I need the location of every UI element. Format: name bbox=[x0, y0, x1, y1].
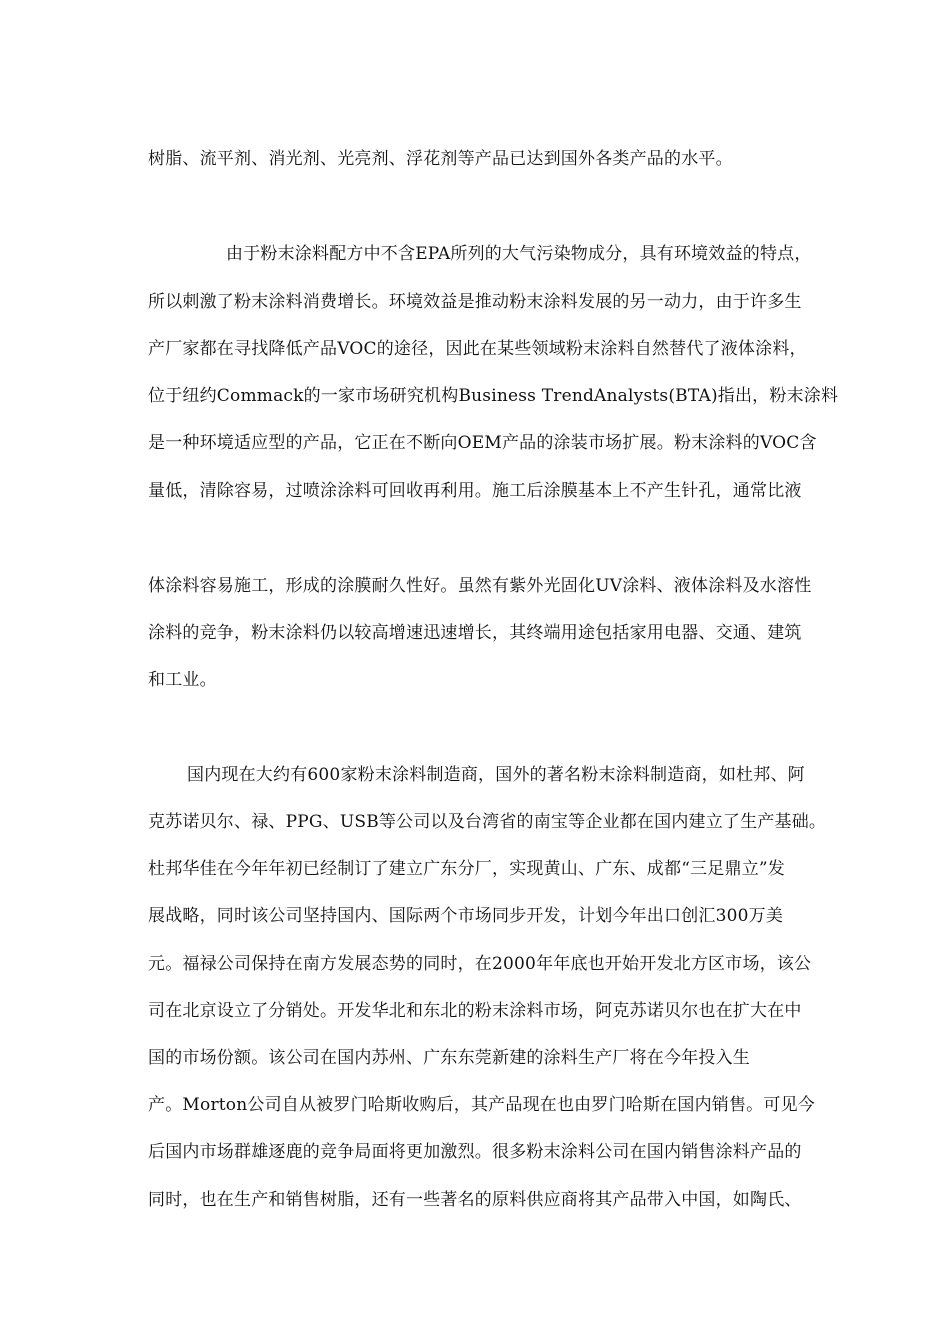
text-line: 位于纽约Commack的一家市场研究机构Business TrendAnalysts(BTA)指出，粉末涂料 bbox=[148, 386, 839, 406]
text-line: 国内现在大约有600家粉末涂料制造商，国外的著名粉末涂料制造商，如杜邦、阿 bbox=[187, 765, 805, 785]
text-line: 司在北京设立了分销处。开发华北和东北的粉末涂料市场，阿克苏诺贝尔也在扩大在中 bbox=[148, 1001, 802, 1021]
text-line: 同时，也在生产和销售树脂，还有一些著名的原料供应商将其产品带入中国，如陶氏、 bbox=[148, 1190, 802, 1210]
text-line: 是一种环境适应型的产品，它正在不断向OEM产品的涂装市场扩展。粉末涂料的VOC含 bbox=[148, 433, 817, 453]
text-line: 涂料的竞争，粉末涂料仍以较高增速迅速增长，其终端用途包括家用电器、交通、建筑 bbox=[148, 623, 802, 643]
text-line: 所以刺激了粉末涂料消费增长。环境效益是推动粉末涂料发展的另一动力，由于许多生 bbox=[148, 292, 802, 312]
text-line: 树脂、流平剂、消光剂、光亮剂、浮花剂等产品已达到国外各类产品的水平。 bbox=[148, 149, 733, 169]
text-line: 杜邦华佳在今年年初已经制订了建立广东分厂，实现黄山、广东、成都“三足鼎立”发 bbox=[148, 859, 785, 879]
text-line: 产厂家都在寻找降低产品VOC的途径，因此在某些领域粉末涂料自然替代了液体涂料， bbox=[148, 339, 807, 359]
text-line: 展战略，同时该公司坚持国内、国际两个市场同步开发，计划今年出口创汇300万美 bbox=[148, 906, 784, 926]
text-line: 体涂料容易施工，形成的涂膜耐久性好。虽然有紫外光固化UV涂料、液体涂料及水溶性 bbox=[148, 576, 812, 596]
text-line: 国的市场份额。该公司在国内苏州、广东东莞新建的涂料生产厂将在今年投入生 bbox=[148, 1048, 750, 1068]
text-line: 后国内市场群雄逐鹿的竞争局面将更加激烈。很多粉末涂料公司在国内销售涂料产品的 bbox=[148, 1142, 802, 1162]
text-line: 量低，清除容易，过喷涂涂料可回收再利用。施工后涂膜基本上不产生针孔，通常比液 bbox=[148, 481, 802, 501]
text-line: 元。福禄公司保持在南方发展态势的同时，在2000年年底也开始开发北方区市场，该公 bbox=[148, 954, 812, 974]
text-line: 由于粉末涂料配方中不含EPA所列的大气污染物成分，具有环境效益的特点， bbox=[226, 244, 812, 264]
text-line: 和工业。 bbox=[148, 670, 217, 690]
text-line: 产。Morton公司自从被罗门哈斯收购后，其产品现在也由罗门哈斯在国内销售。可见今 bbox=[148, 1095, 815, 1115]
text-line: 克苏诺贝尔、禄、PPG、USB等公司以及台湾省的南宝等企业都在国内建立了生产基础。 bbox=[148, 812, 827, 832]
